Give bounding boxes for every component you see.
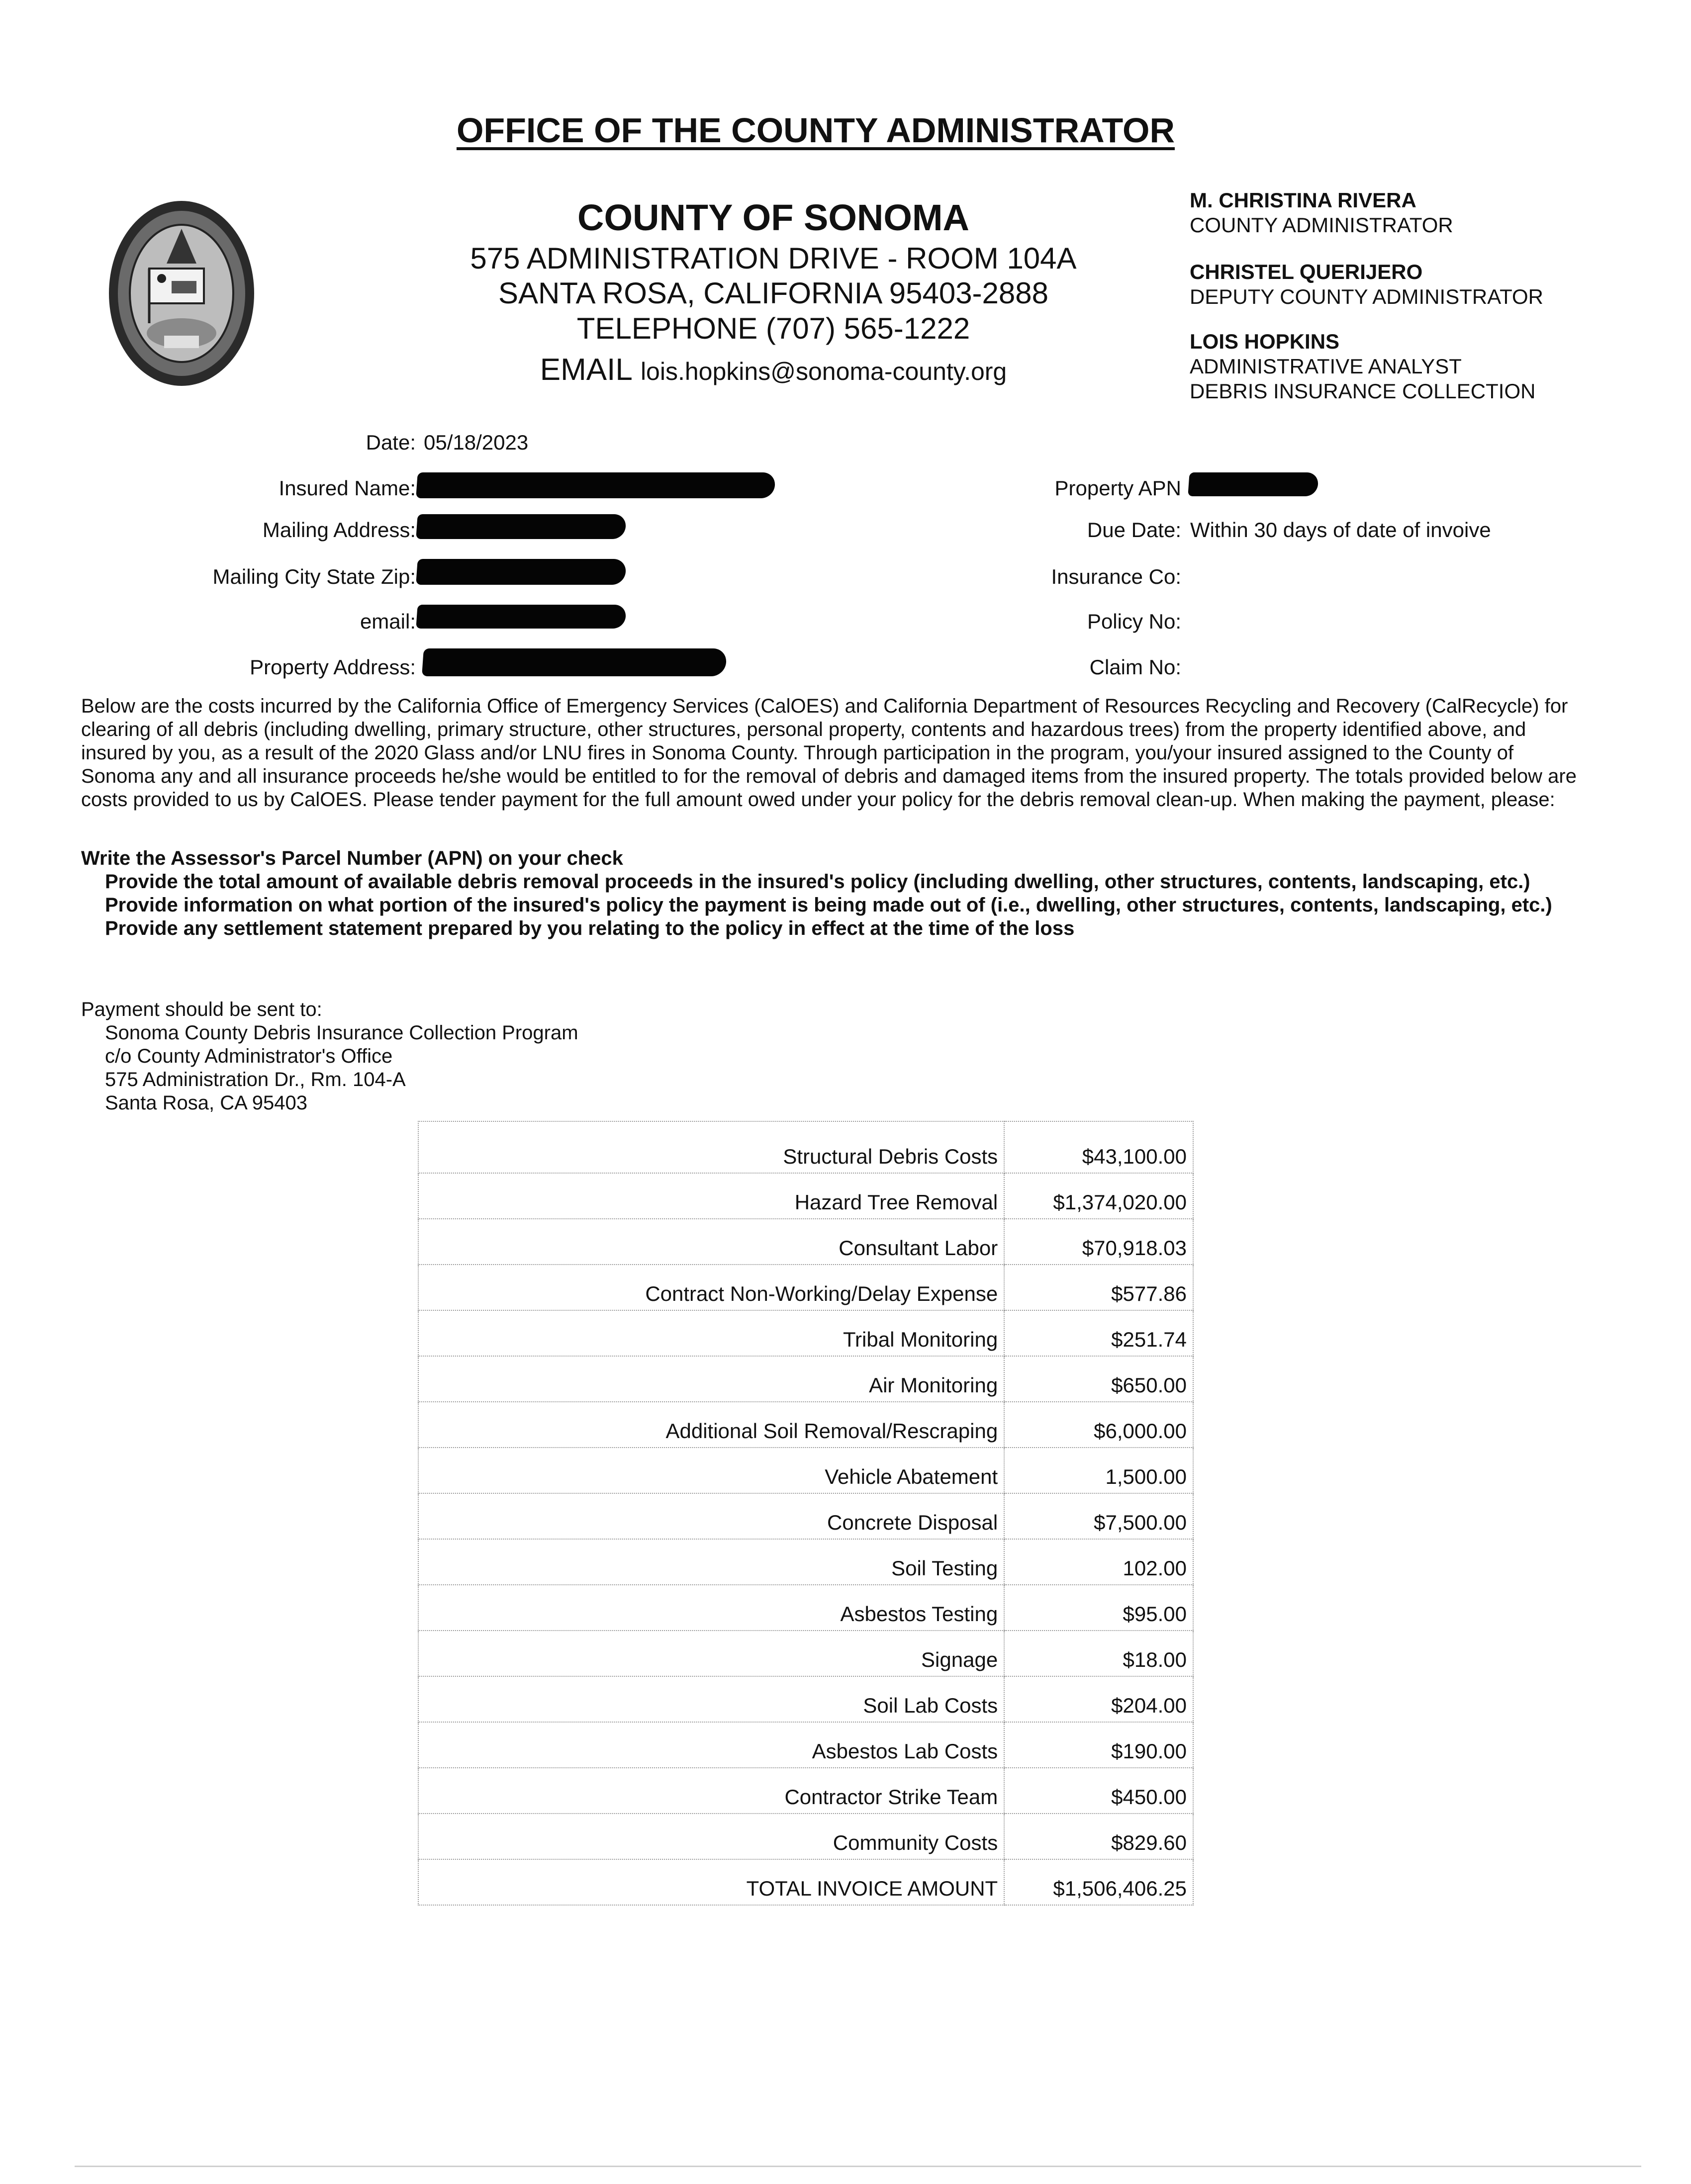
cost-label: Soil Testing (418, 1539, 1004, 1585)
cost-amount: $577.86 (1004, 1265, 1193, 1310)
intro-paragraph: Below are the costs incurred by the California Office of Emergency Services (CalOES) and California Department of Resources Recycling and Recovery (CalRecycle) for clearing of all debris (including dwelling, primary structure, other structures, personal property, contents and hazardous trees) from the property identified above, and insured by you, as a result of the 2020 Glass and/or LNU fires in Sonoma County. Through participation in the program, you/your insured assigned to the County of Sonoma any and all insurance proceeds he/she would be entitled to for the removal of debris and damaged items from the insured property. The totals provided below are costs provided to us by CalOES. Please tender payment for the full amount owed under your policy for the debris removal clean-up. When making the payment, please: (81, 695, 1577, 811)
cost-amount: $829.60 (1004, 1814, 1193, 1859)
redacted-insured-name (416, 472, 776, 498)
office-title: OFFICE OF THE COUNTY ADMINISTRATOR (456, 111, 1175, 150)
staff-title: DEBRIS INSURANCE COLLECTION (1190, 379, 1536, 403)
table-row (418, 1722, 1193, 1768)
footer-divider (75, 2166, 1641, 2167)
cost-amount: $450.00 (1004, 1768, 1193, 1814)
insurance-co-label: Insurance Co: (1051, 565, 1181, 588)
address-line-2: SANTA ROSA, CALIFORNIA 95403-2888 (498, 276, 1049, 310)
property-apn-label: Property APN (1054, 476, 1181, 500)
table-row (418, 1676, 1193, 1722)
cost-amount: $1,374,020.00 (1004, 1173, 1193, 1219)
policy-no-label: Policy No: (1087, 610, 1181, 633)
cost-amount: $70,918.03 (1004, 1219, 1193, 1265)
instruction-item: Provide any settlement statement prepared by you relating to the policy in effect at the time of the loss (105, 917, 1075, 939)
cost-amount: $43,100.00 (1004, 1121, 1193, 1173)
payment-line: Santa Rosa, CA 95403 (105, 1092, 307, 1114)
redacted-mailing-address (416, 514, 626, 539)
staff-name: M. CHRISTINA RIVERA (1190, 188, 1416, 212)
payment-heading: Payment should be sent to: (81, 999, 322, 1020)
cost-label: Structural Debris Costs (418, 1121, 1004, 1173)
costs-table (418, 1121, 1194, 1906)
insured-name-label: Insured Name: (279, 476, 416, 500)
cost-amount: 1,500.00 (1004, 1448, 1193, 1493)
cost-amount: $95.00 (1004, 1585, 1193, 1631)
email-line (438, 352, 1109, 387)
staff-block-administrator (1190, 188, 1453, 238)
mailing-city-label: Mailing City State Zip: (212, 565, 416, 588)
email-field-label: email: (360, 610, 416, 633)
table-row (418, 1356, 1193, 1402)
staff-title: ADMINISTRATIVE ANALYST (1190, 355, 1462, 378)
staff-title: DEPUTY COUNTY ADMINISTRATOR (1190, 285, 1543, 308)
staff-block-analyst (1190, 329, 1535, 404)
cost-amount: $7,500.00 (1004, 1493, 1193, 1539)
property-address-label: Property Address: (250, 655, 416, 679)
mailing-address-label: Mailing Address: (262, 518, 416, 542)
table-row (418, 1448, 1193, 1493)
cost-label: Vehicle Abatement (418, 1448, 1004, 1493)
redacted-apn (1188, 472, 1318, 496)
cost-amount: $251.74 (1004, 1310, 1193, 1356)
instruction-item: Provide the total amount of available debris removal proceeds in the insured's policy (including dwelling, other structures, contents, landscaping, etc.) (105, 871, 1530, 893)
table-row (418, 1310, 1193, 1356)
cost-label: Tribal Monitoring (418, 1310, 1004, 1356)
instruction-item: Provide information on what portion of the insured's policy the payment is being made out of (i.e., dwelling, other structures, contents, landscaping, etc.) (105, 894, 1552, 916)
county-seal-icon (107, 199, 256, 388)
table-row (418, 1402, 1193, 1448)
cost-label: Consultant Labor (418, 1219, 1004, 1265)
cost-label: Soil Lab Costs (418, 1676, 1004, 1722)
cost-amount: $1,506,406.25 (1004, 1859, 1193, 1905)
email-label: EMAIL (540, 353, 633, 387)
cost-amount: $6,000.00 (1004, 1402, 1193, 1448)
table-row (418, 1539, 1193, 1585)
total-row (418, 1859, 1193, 1905)
cost-label: Hazard Tree Removal (418, 1173, 1004, 1219)
payment-instructions (81, 847, 1583, 940)
cost-amount: 102.00 (1004, 1539, 1193, 1585)
cost-label: Community Costs (418, 1814, 1004, 1859)
cost-label: Contract Non-Working/Delay Expense (418, 1265, 1004, 1310)
email-address: lois.hopkins@sonoma-county.org (640, 358, 1007, 385)
cost-amount: $650.00 (1004, 1356, 1193, 1402)
table-row (418, 1493, 1193, 1539)
telephone: TELEPHONE (707) 565-1222 (576, 312, 970, 345)
table-row (418, 1265, 1193, 1310)
table-row (418, 1219, 1193, 1265)
payment-line: 575 Administration Dr., Rm. 104-A (105, 1069, 406, 1091)
cost-label: Signage (418, 1631, 1004, 1676)
cost-label: Additional Soil Removal/Rescraping (418, 1402, 1004, 1448)
redacted-email (416, 605, 626, 629)
payment-line: Sonoma County Debris Insurance Collection Program (105, 1022, 578, 1044)
address-line-1: 575 ADMINISTRATION DRIVE - ROOM 104A (470, 242, 1077, 275)
redacted-mailing-city (416, 559, 627, 585)
instruction-item: Write the Assessor's Parcel Number (APN) on your check (81, 847, 623, 869)
staff-title: COUNTY ADMINISTRATOR (1190, 213, 1453, 237)
date-label: Date: (366, 431, 416, 454)
due-date-label: Due Date: (1087, 518, 1181, 542)
cost-amount: $18.00 (1004, 1631, 1193, 1676)
payment-address-block (81, 998, 578, 1115)
cost-label: Asbestos Lab Costs (418, 1722, 1004, 1768)
claim-no-label: Claim No: (1089, 655, 1181, 679)
redacted-property-address (422, 648, 727, 676)
cost-amount: $190.00 (1004, 1722, 1193, 1768)
county-name: COUNTY OF SONOMA (577, 197, 969, 238)
table-row (418, 1121, 1193, 1173)
cost-label: Air Monitoring (418, 1356, 1004, 1402)
table-row (418, 1768, 1193, 1814)
table-row (418, 1631, 1193, 1676)
cost-label: Concrete Disposal (418, 1493, 1004, 1539)
staff-name: CHRISTEL QUERIJERO (1190, 260, 1423, 283)
date-value: 05/18/2023 (424, 431, 529, 454)
cost-label: Asbestos Testing (418, 1585, 1004, 1631)
table-row (418, 1814, 1193, 1859)
due-date-value: Within 30 days of date of invoive (1190, 518, 1491, 542)
cost-amount: $204.00 (1004, 1676, 1193, 1722)
payment-line: c/o County Administrator's Office (105, 1045, 393, 1067)
cost-label: TOTAL INVOICE AMOUNT (418, 1859, 1004, 1905)
cost-label: Contractor Strike Team (418, 1768, 1004, 1814)
table-row (418, 1173, 1193, 1219)
staff-name: LOIS HOPKINS (1190, 330, 1340, 353)
table-row (418, 1585, 1193, 1631)
staff-block-deputy (1190, 260, 1543, 309)
